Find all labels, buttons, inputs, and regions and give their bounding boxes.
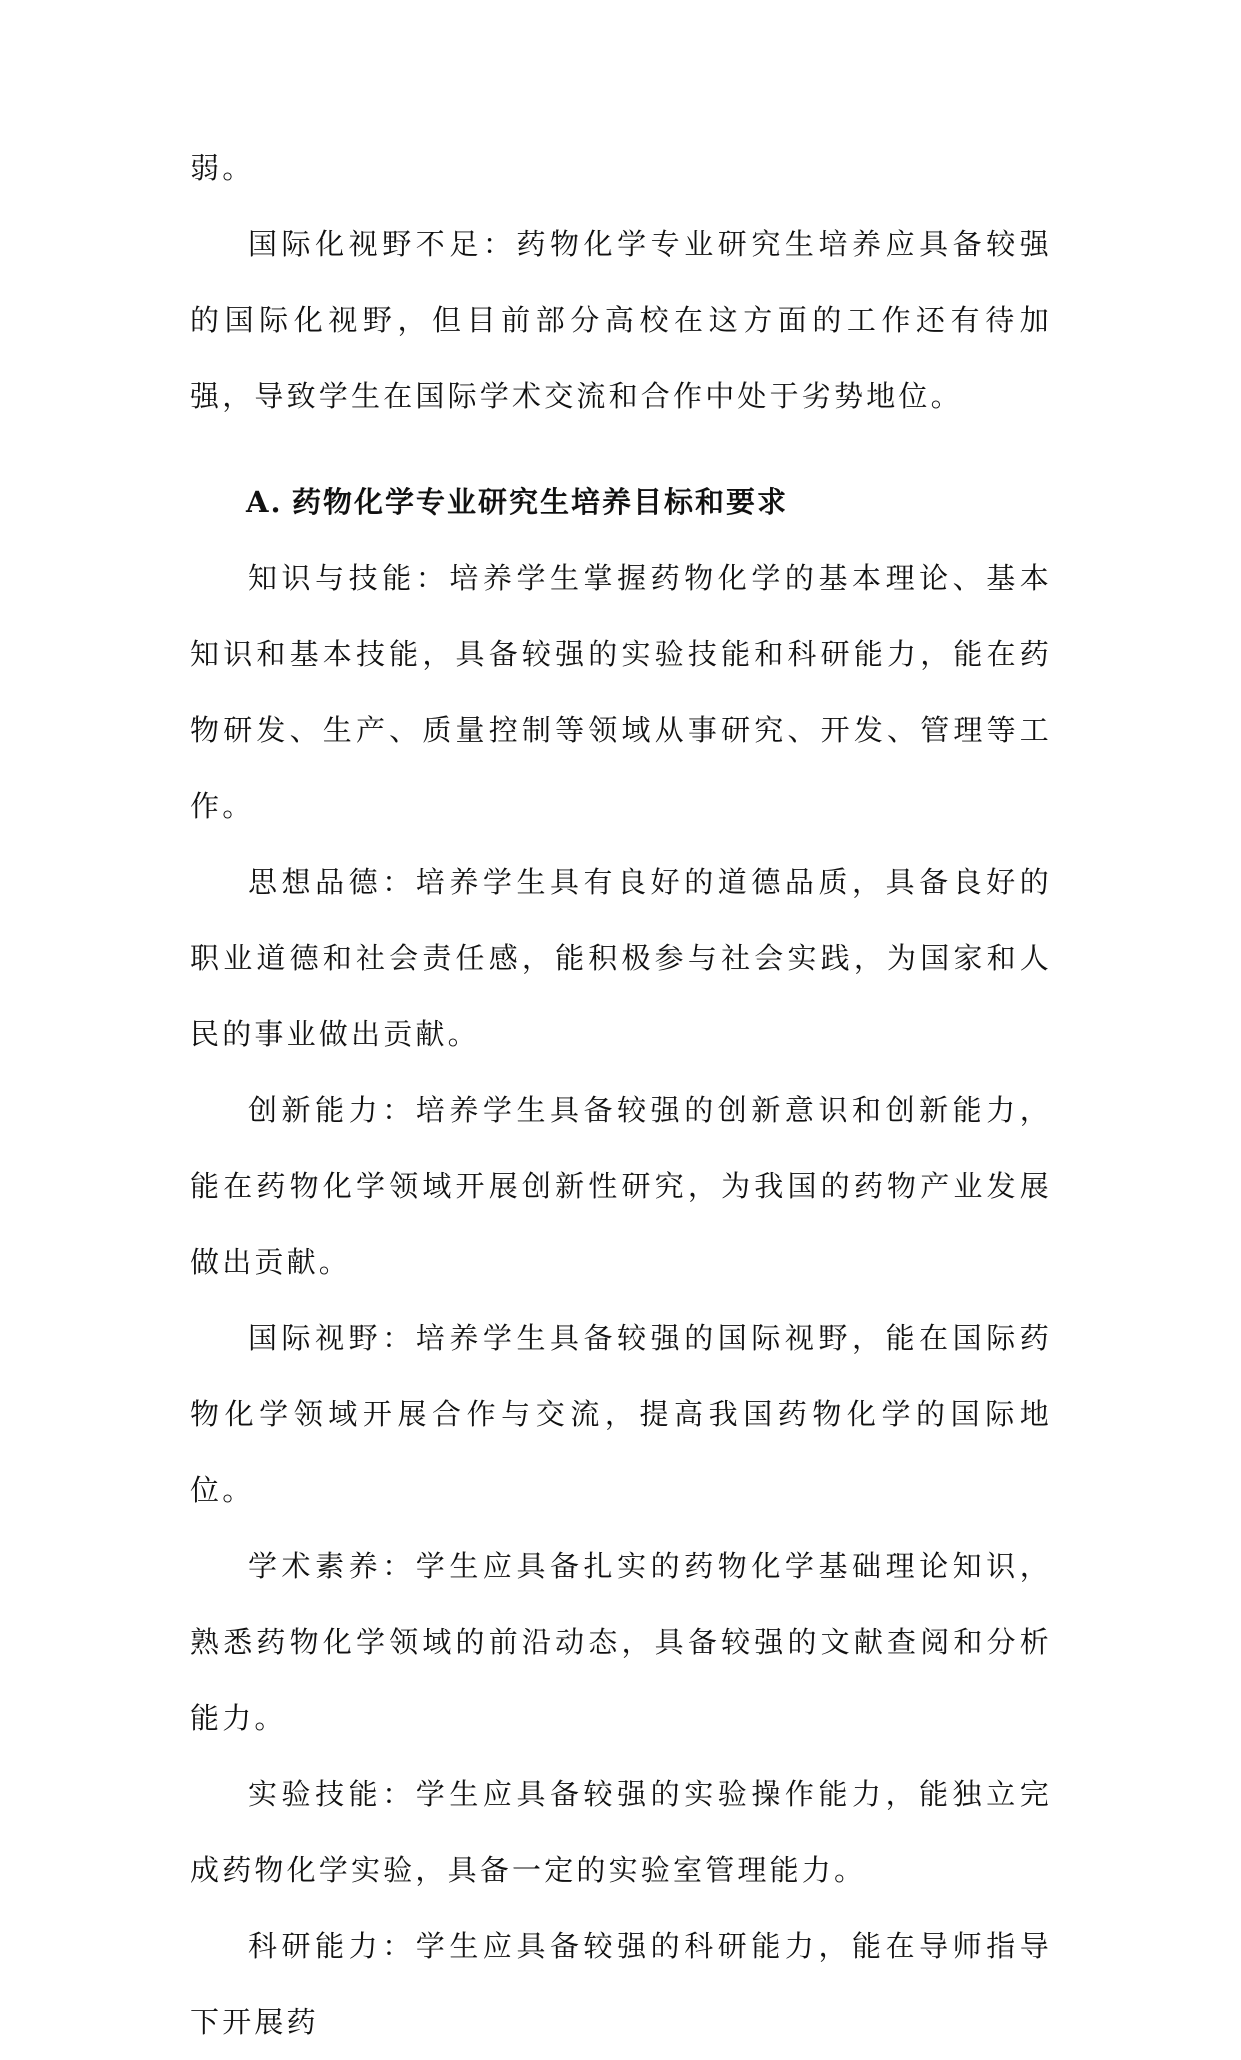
document-body <box>190 130 1052 2060</box>
paragraph-international-vision: 国际视野：培养学生具备较强的国际视野，能在国际药物化学领域开展合作与交流，提高我国药物化学的国际地位。 <box>190 1321 1052 1507</box>
paragraph-moral-character: 思想品德：培养学生具有良好的道德品质，具备良好的职业道德和社会责任感，能积极参与社会实践，为国家和人民的事业做出贡献。 <box>190 865 1052 1051</box>
section-title: 药物化学专业研究生培养目标和要求 <box>292 485 789 519</box>
paragraph-research-ability: 科研能力：学生应具备较强的科研能力，能在导师指导下开展药 <box>190 1929 1052 2039</box>
paragraph-international-vision-gap: 国际化视野不足：药物化学专业研究生培养应具备较强的国际化视野，但目前部分高校在这方面的工作还有待加强，导致学生在国际学术交流和合作中处于劣势地位。 <box>190 227 1052 413</box>
section-heading <box>190 464 1052 540</box>
paragraph-continuation: 弱。 <box>190 151 255 185</box>
section-number: A. <box>246 485 283 519</box>
paragraph-experimental-skills: 实验技能：学生应具备较强的实验操作能力，能独立完成药物化学实验，具备一定的实验室管理能力。 <box>190 1777 1052 1887</box>
paragraph-academic-literacy: 学术素养：学生应具备扎实的药物化学基础理论知识，熟悉药物化学领域的前沿动态，具备较强的文献查阅和分析能力。 <box>190 1549 1052 1735</box>
paragraph-innovation: 创新能力：培养学生具备较强的创新意识和创新能力，能在药物化学领域开展创新性研究，为我国的药物产业发展做出贡献。 <box>190 1093 1052 1279</box>
paragraph-knowledge-skills: 知识与技能：培养学生掌握药物化学的基本理论、基本知识和基本技能，具备较强的实验技能和科研能力，能在药物研发、生产、质量控制等领域从事研究、开发、管理等工作。 <box>190 561 1052 823</box>
